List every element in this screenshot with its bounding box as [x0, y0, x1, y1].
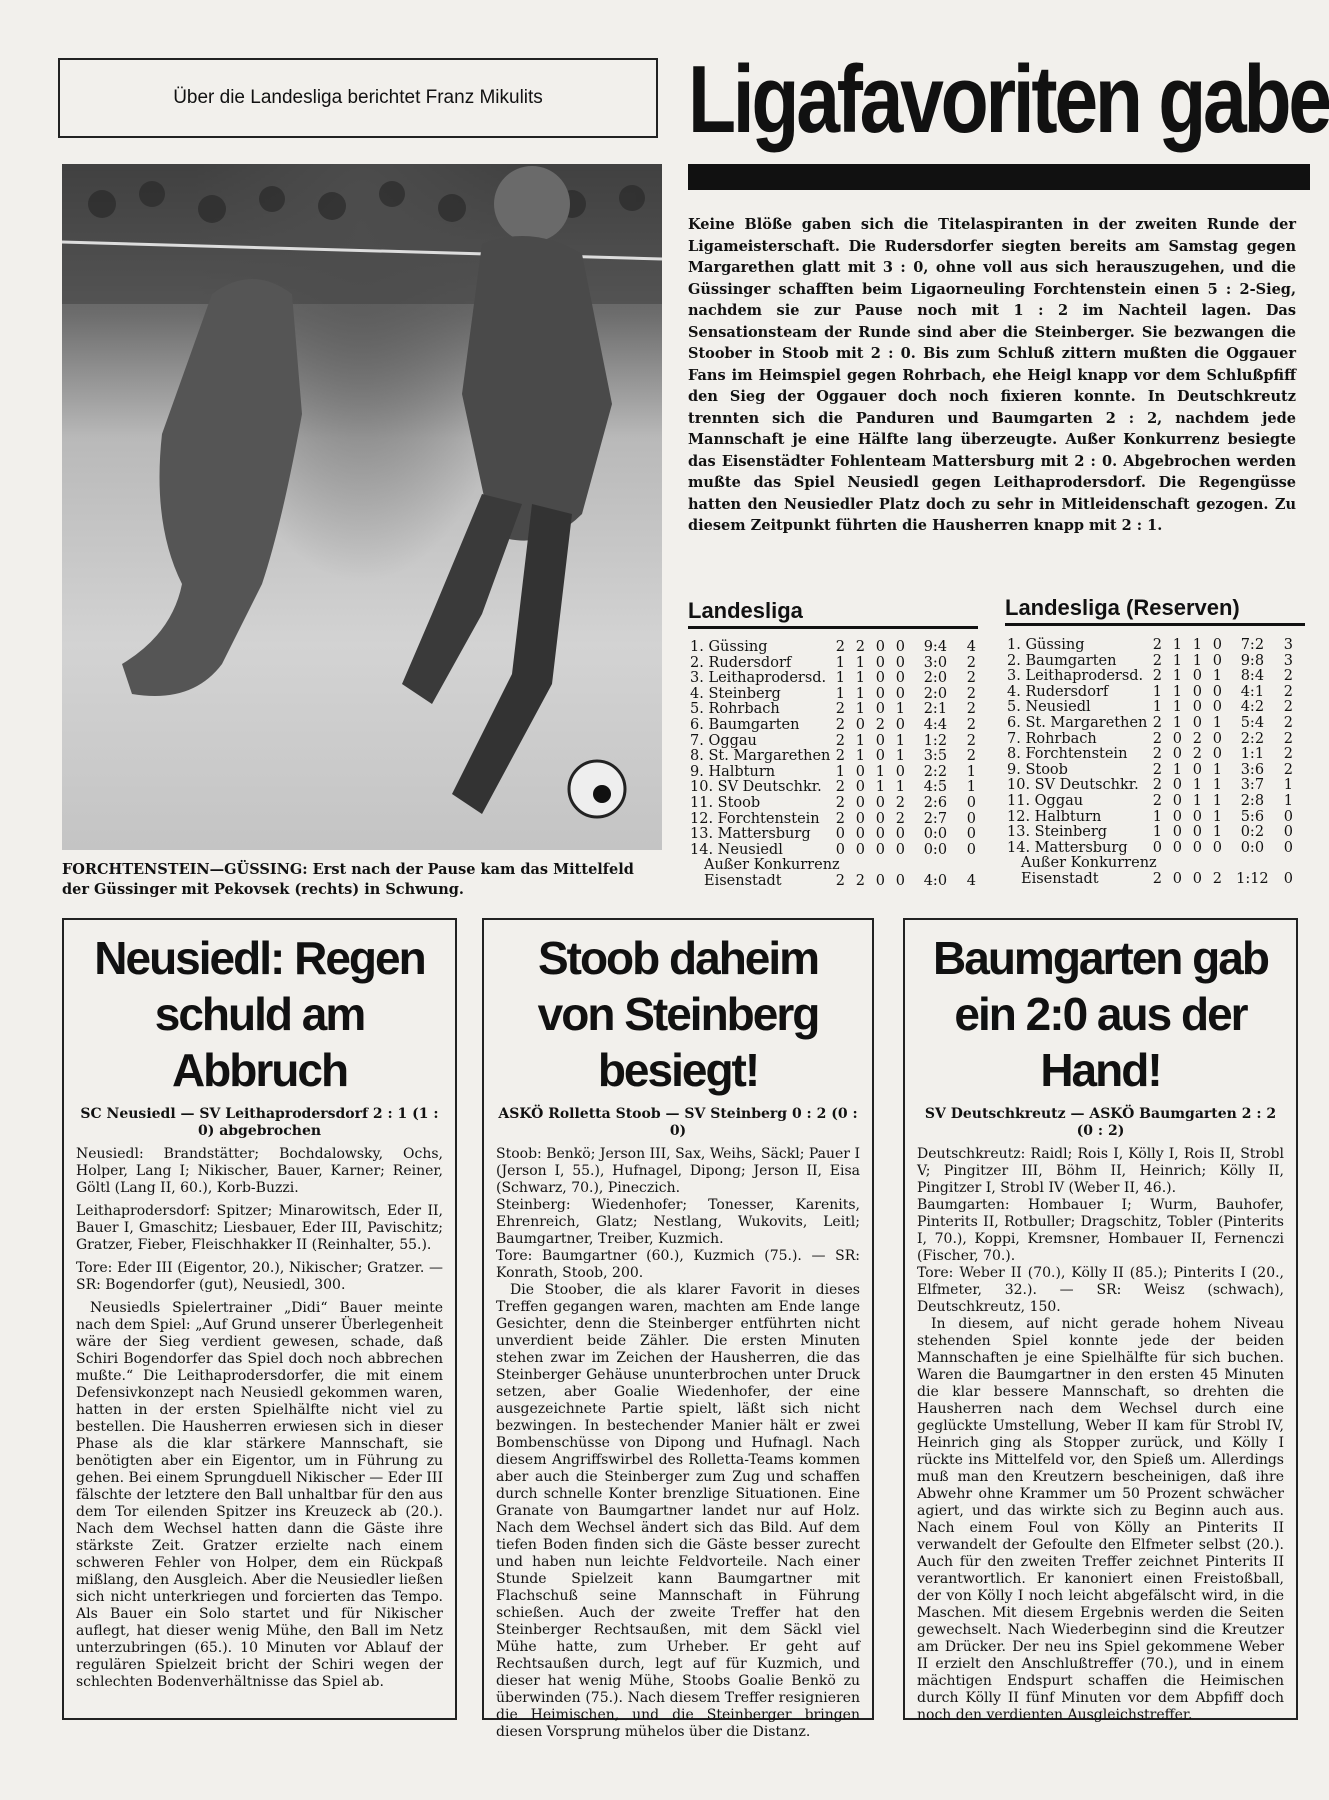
stat-cell: 2: [966, 670, 976, 687]
stat-cell: 1: [1172, 761, 1182, 778]
stat-cell: 0: [966, 794, 976, 811]
stat-cell: 0: [835, 841, 845, 858]
stat-cell: 3:6: [1240, 761, 1265, 778]
team-name: 3. Leithaprodersd.: [1007, 668, 1144, 685]
stat-cell: 1: [1212, 777, 1222, 794]
match-line: SV Deutschkreutz — ASKÖ Baumgarten 2 : 2 (0 : 2): [924, 1106, 1277, 1139]
stat-cell: 0: [855, 826, 865, 843]
stat-cell: 1: [1212, 761, 1222, 778]
stat-cell: 3:0: [923, 654, 948, 671]
team-name: 10. SV Deutschkr.: [1007, 777, 1139, 794]
stat-cell: 1: [855, 701, 865, 718]
table-row: [690, 640, 982, 656]
stat-cell: 1: [835, 670, 845, 687]
stat-cell: 2: [835, 794, 845, 811]
team-name: 14. Mattersburg: [1007, 839, 1128, 856]
stat-cell: 2: [1152, 746, 1162, 763]
stat-cell: 3: [1283, 637, 1293, 653]
team-name: 10. SV Deutschkr.: [690, 779, 822, 796]
stat-cell: 2: [1152, 637, 1162, 653]
stat-cell: 0: [966, 810, 976, 827]
stat-cell: 0: [895, 670, 905, 687]
stat-cell: 0: [855, 810, 865, 827]
stat-cell: 0: [875, 670, 885, 687]
stat-cell: 0: [895, 654, 905, 671]
stat-cell: 0: [835, 826, 845, 843]
stat-cell: 7:2: [1240, 637, 1265, 653]
stat-cell: 0: [1172, 777, 1182, 794]
article-neusiedl: [62, 918, 457, 1720]
article-baumgarten: [903, 918, 1298, 1723]
stat-cell: 0: [1172, 839, 1182, 856]
stat-cell: 2: [895, 794, 905, 811]
stat-cell: 4:4: [923, 716, 948, 733]
stat-cell: 0: [895, 872, 905, 889]
stat-cell: 2: [1283, 699, 1293, 716]
stat-cell: 0: [1172, 746, 1182, 763]
table-row: [1007, 638, 1299, 654]
stat-cell: 4:5: [923, 779, 948, 796]
stat-cell: 0: [1212, 839, 1222, 856]
out-of-competition-label-row: [690, 858, 982, 874]
lineup-home: Stoob: Benkö; Jerson III, Sax, Weihs, Säckl; Pauer I (Jerson I, 55.), Hufnagel, Dipong; Jerson II, Eisa (Schwarz, 70.), Pineczich.: [496, 1146, 860, 1196]
team-name: 8. Forchtenstein: [1007, 746, 1128, 763]
stat-cell: 1: [1152, 824, 1162, 841]
stat-cell: 0: [966, 826, 976, 843]
stat-cell: 0: [875, 872, 885, 889]
stat-cell: 0:0: [923, 841, 948, 858]
stat-cell: 5:6: [1240, 808, 1265, 825]
stat-cell: 2: [966, 716, 976, 733]
article-headline: Stoob daheim von Steinberg besiegt!: [537, 932, 819, 1096]
stat-cell: 2: [1283, 714, 1293, 731]
stat-cell: 1: [1152, 808, 1162, 825]
stat-cell: 1: [1172, 714, 1182, 731]
table-row: [690, 749, 982, 765]
table-row: [690, 827, 982, 843]
stat-cell: 1: [875, 763, 885, 780]
stat-cell: 1: [855, 748, 865, 765]
stat-cell: 2: [835, 748, 845, 765]
stat-cell: 0: [855, 763, 865, 780]
stat-cell: 1: [1212, 714, 1222, 731]
stat-cell: 4:2: [1240, 699, 1265, 716]
stat-cell: 1: [855, 685, 865, 702]
stat-cell: 2: [1212, 870, 1222, 887]
table-row: [1007, 716, 1299, 732]
team-name: 4. Steinberg: [690, 685, 781, 702]
stat-cell: 1: [835, 654, 845, 671]
stat-cell: 2:1: [923, 701, 948, 718]
out-of-competition-label-row: [1007, 856, 1299, 872]
stat-cell: 0: [1283, 808, 1293, 825]
stat-cell: 9:8: [1240, 652, 1265, 669]
stat-cell: 1: [835, 763, 845, 780]
stat-cell: 2: [835, 701, 845, 718]
table-row: [690, 734, 982, 750]
stat-cell: 2: [1192, 746, 1202, 763]
stat-cell: 2: [835, 716, 845, 733]
table-row: [1007, 700, 1299, 716]
stat-cell: 1: [1192, 637, 1202, 653]
stat-cell: 0: [1192, 839, 1202, 856]
stat-cell: 0: [875, 810, 885, 827]
standings-table-reserves: [1007, 638, 1299, 888]
stat-cell: 1: [1172, 652, 1182, 669]
stat-cell: 3: [1283, 652, 1293, 669]
stat-cell: 0: [895, 841, 905, 858]
stat-cell: 4:0: [923, 872, 948, 889]
table-row: [1007, 825, 1299, 841]
stat-cell: 2:8: [1240, 792, 1265, 809]
table-row: [690, 780, 982, 796]
stat-cell: 2: [966, 732, 976, 749]
stat-cell: 1:12: [1236, 870, 1269, 887]
article-body: Neusiedls Spielertrainer „Didi“ Bauer meinte nach dem Spiel: „Auf Grund unserer Überlegenheit wäre der Sieg verdient gewesen, schade, daß Schiri Bogendorfer das Spiel doch noch abbrechen mußte.“ Die Leithaprodersdorfer, die mit einem Defensivkonzept nach Neusiedl gekommen waren, hatten in der ersten Spielhälfte nicht viel zu bestellen. Die Hausherren erwiesen sich in dieser Phase als die klar stärkere Mannschaft, sie benötigten aber ein Eigentor, um in Führung zu gehen. Bei einem Sprungduell Nikischer — Eder III fälschte der letztere den Ball unhaltbar für den aus dem Tor eilenden Spitzer ins Kreuzeck ab (20.). Nach dem Wechsel hatten dann die Gäste ihre stärkste Zeit. Gratzer erzielte nach einem schweren Fehler von Holper, dem ein Rückpaß mißlang, den Ausgleich. Aber die Neusiedler ließen sich nicht unterkriegen und forcierten das Tempo. Als Bauer ein Solo startet und für Nikischer auflegt, hat dieser wenig Mühe, den Ball im Netz unterzubringen (65.). 10 Minuten vor Ablauf der regulären Spielzeit bricht der Schiri wegen der schlechten Bodenverhältnisse das Spiel ab.: [76, 1300, 443, 1690]
stat-cell: 1: [1172, 637, 1182, 653]
stat-cell: 2: [1152, 730, 1162, 747]
stat-cell: 2: [875, 716, 885, 733]
stat-cell: 2: [1283, 730, 1293, 747]
table-row: [1007, 872, 1299, 888]
stat-cell: 1: [1152, 683, 1162, 700]
stat-cell: 1: [895, 748, 905, 765]
stat-cell: 2: [895, 810, 905, 827]
table-row: [690, 812, 982, 828]
stat-cell: 1: [855, 654, 865, 671]
stat-cell: 0: [1212, 746, 1222, 763]
stat-cell: 1: [895, 701, 905, 718]
stat-cell: 0: [875, 639, 885, 655]
team-name: Eisenstadt: [704, 872, 782, 889]
table-row: [1007, 794, 1299, 810]
stat-cell: 0: [1192, 699, 1202, 716]
team-name: 9. Halbturn: [690, 763, 776, 780]
stat-cell: 1: [1192, 652, 1202, 669]
stat-cell: 0: [1172, 808, 1182, 825]
stat-cell: 0: [1192, 824, 1202, 841]
match-line: ASKÖ Rolletta Stoob — SV Steinberg 0 : 2 (0 : 0): [498, 1106, 858, 1139]
out-of-competition-label: Außer Konkurrenz: [1021, 855, 1157, 872]
stat-cell: 2: [966, 748, 976, 765]
stat-cell: 2: [1152, 652, 1162, 669]
goals-referee: Tore: Eder III (Eigentor, 20.), Nikischer; Gratzer. — SR: Bogendorfer (gut), Neusiedl, 300.: [76, 1260, 443, 1293]
team-name: 5. Rohrbach: [690, 701, 780, 718]
stat-cell: 0: [1192, 761, 1202, 778]
table-row: [1007, 685, 1299, 701]
stat-cell: 2:0: [923, 685, 948, 702]
stat-cell: 3:5: [923, 748, 948, 765]
intro-text: Keine Blöße gaben sich die Titelaspiranten in der zweiten Runde der Ligameisterschaft. Die Rudersdorfer siegten bereits am Samstag gegen Margarethen glatt mit 3 : 0, ohne voll aus sich herauszugehen, und die Güssinger schafften beim Ligaorneuling Forchtenstein einen 5 : 2-Sieg, nachdem sie zur Pause noch mit 1 : 2 im Nachteil lagen. Das Sensationsteam der Runde sind aber die Steinberger. Sie bezwangen die Stoober in Stoob mit 2 : 0. Bis zum Schluß zittern mußten die Oggauer Fans im Heimspiel gegen Rohrbach, ehe Heigl knapp vor dem Schlußpfiff den Sieg der Oggauer doch noch fixieren konnte. In Deutschkreutz trennten sich die Panduren und Baumgarten 2 : 2, nachdem jede Mannschaft je eine Hälfte lang überzeugte. Außer Konkurrenz besiegte das Eisenstädter Fohlenteam Mattersburg mit 2 : 0. Abgebrochen werden mußte das Spiel Neusiedl gegen Leithaprodersdorf. Die Regengüsse hatten den Neusiedler Platz doch zu sehr in Mitleidenschaft gezogen. Zu diesem Zeitpunkt führten die Hausherren knapp mit 2 : 1.: [688, 216, 1296, 534]
stat-cell: 1: [1283, 777, 1293, 794]
stat-cell: 5:4: [1240, 714, 1265, 731]
stat-cell: 2: [1152, 714, 1162, 731]
caption-lead: FORCHTENSTEIN—GÜSSING:: [62, 861, 308, 878]
lineup-home: Neusiedl: Brandstätter; Bochdalowsky, Ochs, Holper, Lang I; Nikischer, Bauer, Karner; Reiner, Göltl (Lang II, 60.), Korb-Buzzi.: [76, 1146, 443, 1196]
stat-cell: 1: [875, 779, 885, 796]
team-name: 4. Rudersdorf: [1007, 683, 1109, 700]
stat-cell: 2: [835, 732, 845, 749]
stat-cell: 3:7: [1240, 777, 1265, 794]
article-headline: Baumgarten gab ein 2:0 aus der Hand!: [933, 932, 1268, 1096]
stat-cell: 0: [1192, 808, 1202, 825]
team-name: 2. Rudersdorf: [690, 654, 792, 671]
stat-cell: 1: [1283, 792, 1293, 809]
goals-referee: Tore: Baumgartner (60.), Kuzmich (75.). — SR: Konrath, Stoob, 200.: [496, 1248, 860, 1281]
table-row: [1007, 778, 1299, 794]
stat-cell: 0: [1212, 683, 1222, 700]
team-name: 7. Rohrbach: [1007, 730, 1097, 747]
stat-cell: 0: [895, 639, 905, 655]
team-name: 3. Leithaprodersd.: [690, 670, 827, 687]
table-row: [690, 702, 982, 718]
team-name: 11. Oggau: [1007, 792, 1084, 809]
stat-cell: 0:0: [1240, 839, 1265, 856]
stat-cell: 0: [855, 716, 865, 733]
table-row: [1007, 669, 1299, 685]
stat-cell: 0: [855, 794, 865, 811]
stat-cell: 0: [1192, 714, 1202, 731]
stat-cell: 0: [855, 841, 865, 858]
stat-cell: 2: [1152, 777, 1162, 794]
table-row: [690, 874, 982, 890]
table-row: [690, 687, 982, 703]
stat-cell: 2:7: [923, 810, 948, 827]
team-name: 9. Stoob: [1007, 761, 1068, 778]
table-row: [1007, 810, 1299, 826]
team-name: 2. Baumgarten: [1007, 652, 1117, 669]
stat-cell: 0: [1192, 668, 1202, 685]
table-row: [690, 796, 982, 812]
stat-cell: 0: [966, 841, 976, 858]
stat-cell: 2: [1152, 668, 1162, 685]
team-name: 5. Neusiedl: [1007, 699, 1091, 716]
stat-cell: 2: [1152, 792, 1162, 809]
stat-cell: 1: [855, 732, 865, 749]
lineup-home: Deutschkreutz: Raidl; Rois I, Kölly I, Rois II, Strobl V; Pingitzer III, Böhm II, Heinrich; Kölly II, Pingitzer I, Strobl IV (Weber II, 46.).: [917, 1146, 1284, 1196]
stat-cell: 0: [895, 826, 905, 843]
stat-cell: 0: [875, 654, 885, 671]
article-headline: Neusiedl: Regen schuld am Abbruch: [94, 932, 425, 1096]
table-row: [690, 656, 982, 672]
team-name: Eisenstadt: [1021, 870, 1099, 887]
article-stoob: [482, 918, 874, 1740]
stat-cell: 1: [1172, 683, 1182, 700]
stat-cell: 2: [835, 639, 845, 655]
stat-cell: 9:4: [923, 639, 948, 655]
team-name: 8. St. Margarethen: [690, 748, 831, 765]
stat-cell: 0: [895, 716, 905, 733]
stat-cell: 1: [1212, 808, 1222, 825]
match-photo: [62, 164, 662, 850]
table-row: [690, 765, 982, 781]
stat-cell: 0: [1172, 730, 1182, 747]
headline-rule: [688, 164, 1310, 190]
stat-cell: 0: [1283, 839, 1293, 856]
stat-cell: 1: [1192, 792, 1202, 809]
stat-cell: 0: [1192, 870, 1202, 887]
stat-cell: 0: [1283, 870, 1293, 887]
stat-cell: 4:1: [1240, 683, 1265, 700]
stat-cell: 2: [966, 701, 976, 718]
stat-cell: 0: [875, 794, 885, 811]
stat-cell: 2: [966, 654, 976, 671]
stat-cell: 2: [835, 872, 845, 889]
lineup-away: Steinberg: Wiedenhofer; Tonesser, Karenits, Ehrenreich, Glatz; Nestlang, Wukovits, Leitl; Baumgartner, Treiber, Kuzmich.: [496, 1197, 860, 1247]
stat-cell: 0: [875, 748, 885, 765]
stat-cell: 0: [875, 841, 885, 858]
stat-cell: 0: [1283, 824, 1293, 841]
stat-cell: 0:0: [923, 826, 948, 843]
stat-cell: 2: [1283, 761, 1293, 778]
stat-cell: 0: [1172, 792, 1182, 809]
stat-cell: 0: [1212, 637, 1222, 653]
article-body: Die Stoober, die als klarer Favorit in dieses Treffen gegangen waren, machten am Ende lange Gesichter, denn die Steinberger entführten nicht unverdient beide Zähler. Die ersten Minuten stehen zwar im Zeichen der Hausherren, die das Steinberger Gehäuse ununterbrochen unter Druck setzen, aber Goalie Wiedenhofer, der eine ausgezeichnete Partie spielt, läßt sich nicht bezwingen. In bestechender Manier hält er zwei Bombenschüsse von Dipong und Hufnagl. Nach diesem Angriffswirbel des Rolletta-Teams kommen aber auch die Steinberger zum Zug und schaffen durch schnelle Konter brenzlige Situationen. Eine Granate von Baumgartner landet nur auf Holz. Nach dem Wechsel ändert sich das Bild. Auf dem tiefen Boden finden sich die Gäste besser zurecht und haben nun leichte Feldvorteile. Nach einer Stunde Spielzeit kann Baumgartner mit Flachschuß seine Mannschaft in Führung schießen. Auch der zweite Treffer hat den Steinberger Rechtsaußen, mit dem Säckl viel Mühe hatte, zum Urheber. Er geht auf Rechtsaußen durch, legt auf für Kuzmich, und dieser hat wenig Mühe, Stoobs Goalie Benkö zu überwinden (75.). Nach diesem Treffer resignieren die Heimischen, und die Steinberger bringen diesen Vorsprung mühelos über die Distanz.: [496, 1282, 860, 1740]
team-name: 12. Forchtenstein: [690, 810, 820, 827]
team-name: 14. Neusiedl: [690, 841, 783, 858]
stat-cell: 2: [855, 872, 865, 889]
stat-cell: 1: [835, 685, 845, 702]
article-body: In diesem, auf nicht gerade hohem Niveau stehenden Spiel konnte jede der beiden Mannschaften je eine Spielhälfte für sich buchen. Waren die Baumgartner in den ersten 45 Minuten die klar bessere Mannschaft, so drehten die Hausherren nach dem Wechsel durch eine geglückte Umstellung, Weber II kam für Strobl IV, Heinrich ging als Stopper zurück, und Kölly I rückte ins Mittelfeld vor, den Spieß um. Allerdings muß man den Kreutzern bescheinigen, daß ihre Abwehr ohne Krammer um 50 Prozent schwächer agiert, und das wirkte sich zu Beginn auch aus. Nach einem Foul von Kölly an Pinterits II verwandelt der Gefoulte den Elfmeter selbst (20.). Auch für den zweiten Treffer zeichnet Pinterits II verantwortlich. Er kanoniert einen Freistoßball, der von Kölly I noch leicht abgefälscht wird, in die Maschen. Mit diesem Ergebnis werden die Seiten gewechselt. Nach Wiederbeginn sind die Kreutzer am Drücker. Der neu ins Spiel gekommene Weber II erzielt den Anschlußtreffer (70.), und in einem mächtigen Endspurt schaffen die Heimischen durch Kölly II fünf Minuten vor dem Abpfiff doch noch den verdienten Ausgleichstreffer.: [917, 1316, 1284, 1723]
standings-table-landesliga: [690, 640, 982, 890]
table-row: [1007, 732, 1299, 748]
byline-text: Über die Landesliga berichtet Franz Mikulits: [173, 87, 543, 108]
stat-cell: 0: [1212, 699, 1222, 716]
table-title-reserves: Landesliga (Reserven): [1005, 595, 1305, 626]
football-players-image: [62, 164, 662, 850]
stat-cell: 1: [895, 779, 905, 796]
stat-cell: 0: [1212, 652, 1222, 669]
stat-cell: 2: [1192, 730, 1202, 747]
stat-cell: 4: [966, 872, 976, 889]
team-name: 6. St. Margarethen: [1007, 714, 1148, 731]
table-row: [1007, 841, 1299, 857]
stat-cell: 0: [875, 732, 885, 749]
team-name: 12. Halbturn: [1007, 808, 1102, 825]
stat-cell: 0: [895, 685, 905, 702]
stat-cell: 1: [1172, 668, 1182, 685]
stat-cell: 1: [895, 732, 905, 749]
main-headline: Ligafavoriten gabe: [688, 46, 1329, 153]
stat-cell: 1:2: [923, 732, 948, 749]
stat-cell: 2: [855, 639, 865, 655]
stat-cell: 2: [1283, 746, 1293, 763]
stat-cell: 2: [1152, 761, 1162, 778]
stat-cell: 0: [895, 763, 905, 780]
team-name: 1. Güssing: [1007, 637, 1085, 653]
stat-cell: 1: [1212, 668, 1222, 685]
stat-cell: 1: [855, 670, 865, 687]
stat-cell: 1:1: [1240, 746, 1265, 763]
team-name: 7. Oggau: [690, 732, 757, 749]
goals-referee: Tore: Weber II (70.), Kölly II (85.); Pinterits I (20., Elfmeter, 32.). — SR: Weisz (schwach), Deutschkreutz, 150.: [917, 1265, 1284, 1315]
stat-cell: 0: [1172, 870, 1182, 887]
stat-cell: 0: [855, 779, 865, 796]
stat-cell: 2: [835, 810, 845, 827]
photo-caption: [62, 860, 662, 900]
stat-cell: 1: [1152, 699, 1162, 716]
table-row: [690, 671, 982, 687]
team-name: 13. Steinberg: [1007, 824, 1108, 841]
team-name: 1. Güssing: [690, 639, 768, 655]
stat-cell: 8:4: [1240, 668, 1265, 685]
table-row: [690, 843, 982, 859]
stat-cell: 0: [1212, 730, 1222, 747]
team-name: 13. Mattersburg: [690, 826, 811, 843]
stat-cell: 2:0: [923, 670, 948, 687]
stat-cell: 1: [1192, 777, 1202, 794]
stat-cell: 2:2: [923, 763, 948, 780]
stat-cell: 0:2: [1240, 824, 1265, 841]
stat-cell: 0: [875, 685, 885, 702]
table-title-landesliga: Landesliga: [688, 598, 978, 629]
stat-cell: 0: [875, 701, 885, 718]
lineup-away: Baumgarten: Hombauer I; Wurm, Bauhofer, Pinterits II, Rotbuller; Dragschitz, Tobler (Pinterits I, 70.), Koppi, Kremsner, Hombauer II, Fernenczi (Fischer, 70.).: [917, 1197, 1284, 1264]
stat-cell: 0: [1192, 683, 1202, 700]
stat-cell: 2: [966, 685, 976, 702]
stat-cell: 0: [1152, 839, 1162, 856]
stat-cell: 2:6: [923, 794, 948, 811]
stat-cell: 2: [1152, 870, 1162, 887]
stat-cell: 2:2: [1240, 730, 1265, 747]
table-row: [690, 718, 982, 734]
stat-cell: 1: [966, 763, 976, 780]
match-line: SC Neusiedl — SV Leithaprodersdorf 2 : 1 (1 : 0) abgebrochen: [80, 1106, 439, 1139]
stat-cell: 1: [966, 779, 976, 796]
caption-text: Erst nach der Pause kam das Mittelfeld der Güssinger mit Pekovsek (rechts) in Schwung.: [62, 861, 634, 898]
stat-cell: 1: [1172, 699, 1182, 716]
stat-cell: 2: [835, 779, 845, 796]
stat-cell: 2: [1283, 683, 1293, 700]
table-row: [1007, 747, 1299, 763]
stat-cell: 1: [1212, 792, 1222, 809]
stat-cell: 0: [875, 826, 885, 843]
byline-box: [58, 58, 658, 138]
table-row: [1007, 654, 1299, 670]
out-of-competition-label: Außer Konkurrenz: [704, 857, 840, 874]
stat-cell: 2: [1283, 668, 1293, 685]
stat-cell: 1: [1212, 824, 1222, 841]
lineup-away: Leithaprodersdorf: Spitzer; Minarowitsch, Eder II, Bauer I, Gmaschitz; Liesbauer, Eder III, Pavischitz; Gratzer, Fieber, Fleischhakker II (Reinhalter, 55.).: [76, 1203, 443, 1253]
team-name: 6. Baumgarten: [690, 716, 800, 733]
team-name: 11. Stoob: [690, 794, 761, 811]
stat-cell: 4: [966, 639, 976, 655]
stat-cell: 0: [1172, 824, 1182, 841]
table-row: [1007, 763, 1299, 779]
